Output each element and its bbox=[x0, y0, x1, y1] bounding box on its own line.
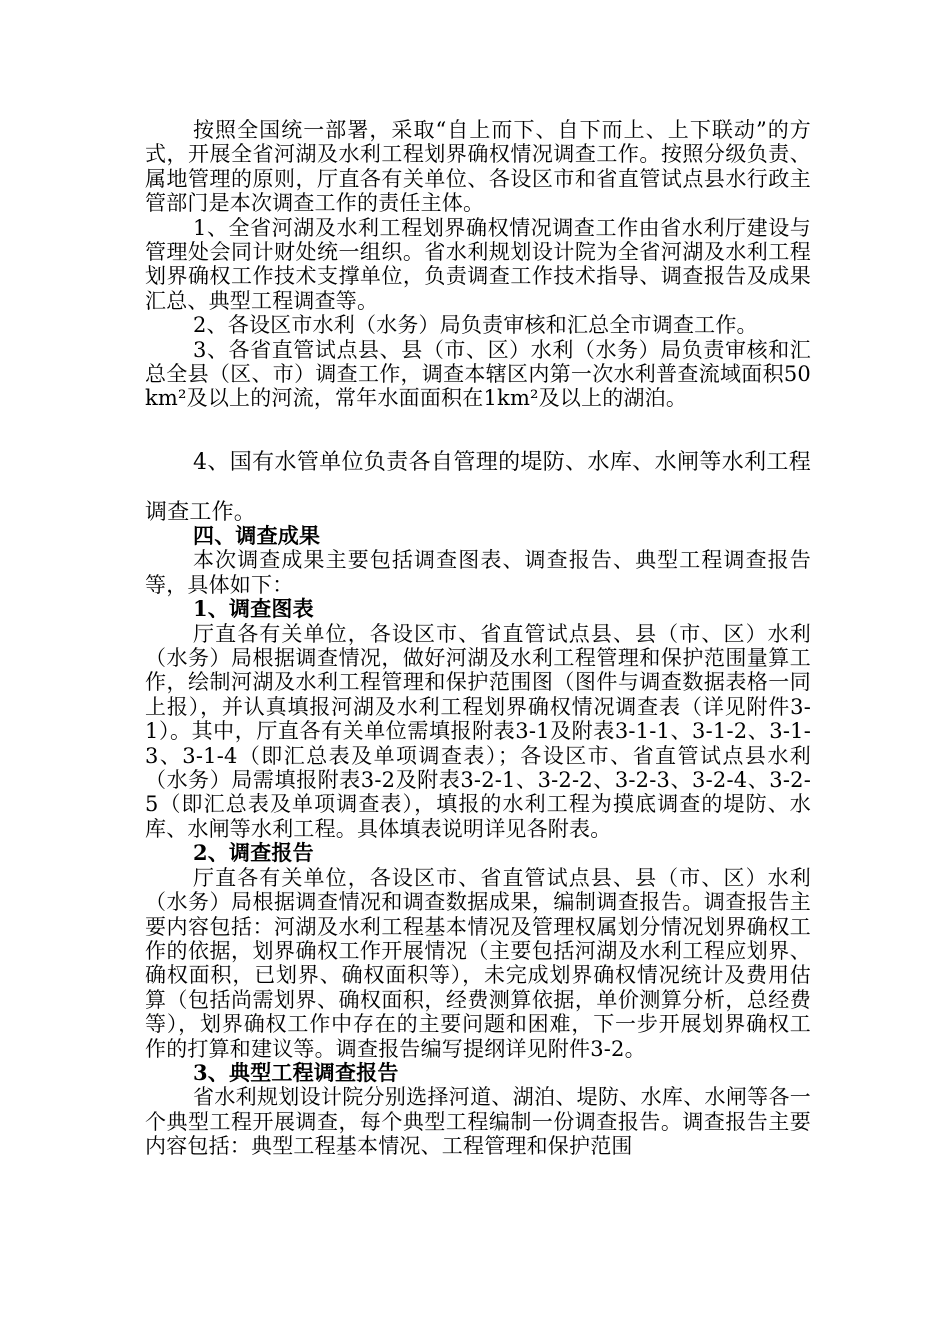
paragraph-item-3: 3、各省直管试点县、县（市、区）水利（水务）局负责审核和汇总全县（区、市）调查工作，调查本辖区内第一次水利普查流域面积50km²及以上的河流，常年水面面积在1km²及以上的湖泊。 bbox=[145, 337, 811, 411]
subheading-typical-report: 3、典型工程调查报告 bbox=[193, 1059, 399, 1085]
section-results bbox=[145, 524, 811, 1159]
paragraph-item-4: 4、国有水管单位负责各自管理的堤防、水库、水闸等水利工程调查工作。 bbox=[145, 450, 811, 525]
paragraph-results-intro: 本次调查成果主要包括调查图表、调查报告、典型工程调查报告等，具体如下： bbox=[145, 548, 811, 597]
subheading-report: 2、调查报告 bbox=[193, 840, 314, 866]
paragraph-item-2: 2、各设区市水利（水务）局负责审核和汇总全市调查工作。 bbox=[193, 313, 758, 338]
subheading-charts: 1、调查图表 bbox=[193, 596, 314, 622]
paragraph-item-1: 1、全省河湖及水利工程划界确权情况调查工作由省水利厅建设与管理处会同计财处统一组织。省水利规划设计院为全省河湖及水利工程划界确权工作技术支撑单位，负责调查工作技术指导、调查报告及成果汇总、典型工程调查等。 bbox=[145, 215, 811, 313]
paragraph-intro: 按照全国统一部署，采取“自上而下、自下而上、上下联动”的方式，开展全省河湖及水利工程划界确权情况调查工作。按照分级负责、属地管理的原则，厅直各有关单位、各设区市和省直管试点县水行政主管部门是本次调查工作的责任主体。 bbox=[145, 118, 811, 216]
paragraph-typical-report: 省水利规划设计院分别选择河道、湖泊、堤防、水库、水闸等各一个典型工程开展调查，每个典型工程编制一份调查报告。调查报告主要内容包括：典型工程基本情况、工程管理和保护范围 bbox=[145, 1085, 811, 1159]
paragraph-report: 厅直各有关单位，各设区市、省直管试点县、县（市、区）水利（水务）局根据调查情况和调查数据成果，编制调查报告。调查报告主要内容包括：河湖及水利工程基本情况及管理权属划分情况划界确权工作的依据，划界确权工作开展情况（主要包括河湖及水利工程应划界、确权面积，已划界、确权面积等），未完成划界确权情况统计及费用估算（包括尚需划界、确权面积，经费测算依据，单价测算分析，总经费等），划界确权工作中存在的主要问题和困难，下一步开展划界确权工作的打算和建议等。调查报告编写提纲详见附件3-2。 bbox=[145, 865, 811, 1061]
section-intro bbox=[145, 118, 811, 411]
section-heading-results: 四、调查成果 bbox=[193, 523, 321, 548]
paragraph-charts: 厅直各有关单位，各设区市、省直管试点县、县（市、区）水利（水务）局根据调查情况，做好河湖及水利工程管理和保护范围量算工作，绘制河湖及水利工程管理和保护范围图（图件与调查数据表格一同上报），并认真填报河湖及水利工程划界确权情况调查表（详见附件3-1）。其中，厅直各有关单位需填报附表3-1及附表3-1-1、3-1-2、3-1-3、3-1-4（即汇总表及单项调查表）；各设区市、省直管试点县水利（水务）局需填报附表3-2及附表3-2-1、3-2-2、3-2-3、3-2-4、3-2-5（即汇总表及单项调查表），填报的水利工程为摸底调查的堤防、水库、水闸等水利工程。具体填表说明详见各附表。 bbox=[145, 621, 811, 841]
